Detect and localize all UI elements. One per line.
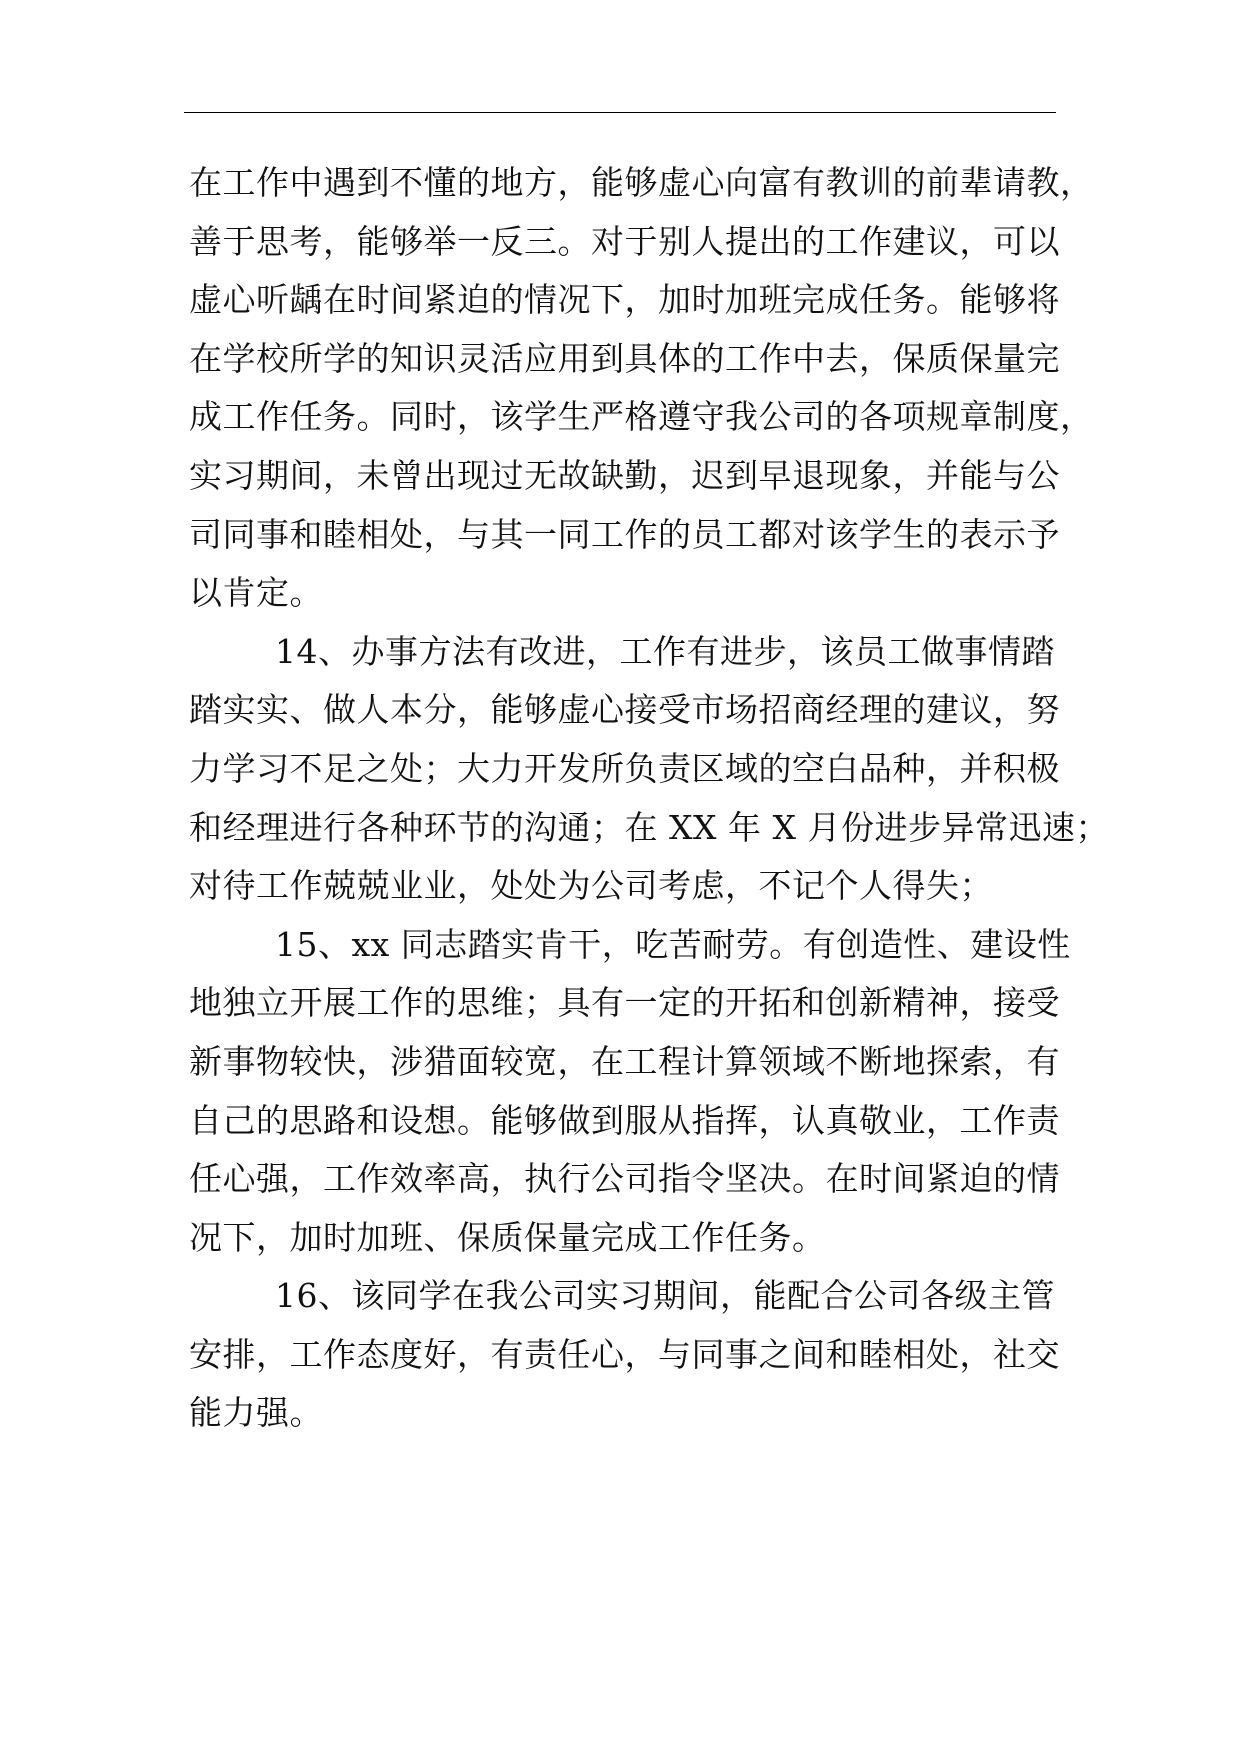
paragraph-first-line: 14、办事方法有改进，工作有进步，该员工做事情踏 — [275, 631, 1055, 671]
text-line: 和经理进行各种环节的沟通；在 XX 年 X 月份进步异常迅速； — [189, 807, 1109, 847]
text-line: 司同事和睦相处，与其一同工作的员工都对该学生的表示予 — [189, 514, 1060, 554]
text-line: 实习期间，未曾出现过无故缺勤，迟到早退现象，并能与公 — [189, 455, 1060, 495]
text-line: 任心强，工作效率高，执行公司指令坚决。在时间紧迫的情 — [189, 1159, 1060, 1199]
text-line: 虚心听龋在时间紧迫的情况下，加时加班完成任务。能够将 — [189, 280, 1060, 320]
text-line: 以肯定。 — [189, 573, 323, 613]
text-line: 在工作中遇到不懂的地方，能够虚心向富有教训的前辈请教， — [189, 163, 1094, 202]
text-line: 踏实实、做人本分，能够虚心接受市场招商经理的建议，努 — [189, 690, 1060, 730]
document-body — [189, 154, 1109, 1443]
header-rule — [184, 112, 1056, 113]
text-line: 成工作任务。同时，该学生严格遵守我公司的各项规章制度， — [189, 397, 1094, 437]
text-line: 对待工作兢兢业业，处处为公司考虑，不记个人得失； — [189, 866, 993, 906]
text-line: 自己的思路和设想。能够做到服从指挥，认真敬业，工作责 — [189, 1100, 1060, 1140]
text-line: 力学习不足之处；大力开发所负责区域的空白品种，并积极 — [189, 748, 1060, 788]
text-line: 新事物较快，涉猎面较宽，在工程计算领域不断地探索，有 — [189, 1041, 1060, 1081]
text-line: 在学校所学的知识灵活应用到具体的工作中去，保质保量完 — [189, 338, 1060, 378]
text-line: 善于思考，能够举一反三。对于别人提出的工作建议，可以 — [189, 221, 1060, 261]
text-line: 况下，加时加班、保质保量完成工作任务。 — [189, 1217, 826, 1257]
paragraph-first-line: 15、xx 同志踏实肯干，吃苦耐劳。有创造性、建设性 — [275, 924, 1071, 964]
text-line: 能力强。 — [189, 1393, 323, 1433]
text-line: 地独立开展工作的思维；具有一定的开拓和创新精神，接受 — [189, 983, 1060, 1023]
text-line: 安排，工作态度好，有责任心，与同事之间和睦相处，社交 — [189, 1334, 1060, 1374]
paragraph-first-line: 16、该同学在我公司实习期间，能配合公司各级主管 — [275, 1276, 1055, 1316]
